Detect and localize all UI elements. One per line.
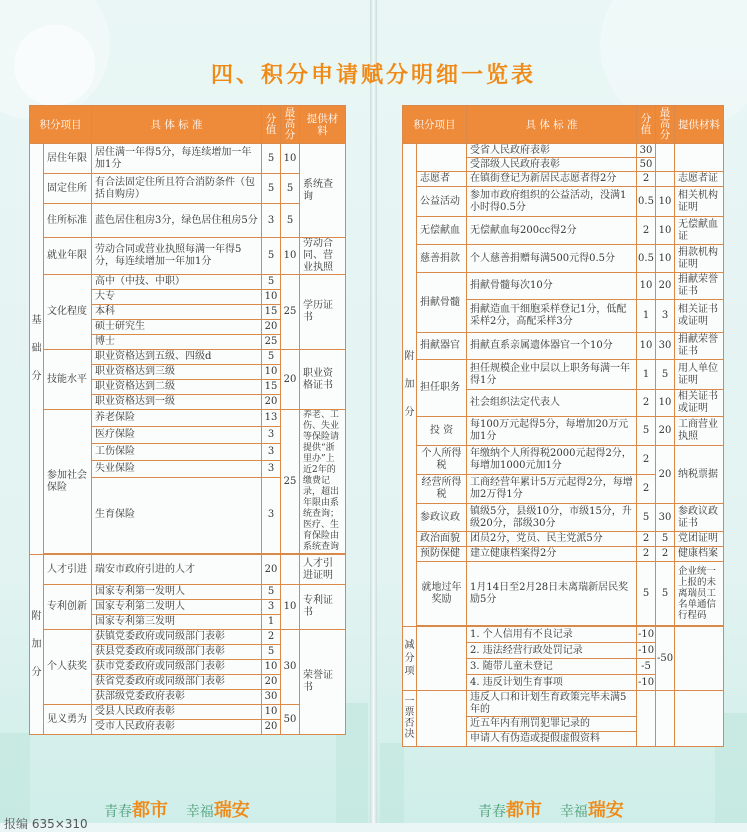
table-row (403, 273, 724, 300)
item-standard: 工商经营年累计5万元起得2分，每增加2万得1分 (467, 475, 637, 504)
item-max: 10 (281, 585, 300, 630)
table-row (30, 238, 346, 275)
item-standard: 捐献直系亲属遗体器官一个10分 (467, 333, 637, 360)
item-score: 5 (262, 275, 281, 290)
header-material: 提供材料 (675, 106, 724, 144)
item-standard: 无偿献血每200cc得2分 (467, 217, 637, 245)
item-max: 5 (281, 204, 300, 238)
item-standard: 本科 (92, 305, 262, 320)
item-standard: 获镇党委政府或同级部门表彰 (92, 630, 262, 645)
item-score: 2 (637, 446, 656, 475)
item-score: 20 (262, 720, 281, 735)
item-score: 2 (637, 475, 656, 504)
table-row (30, 275, 346, 290)
table-row (403, 245, 724, 273)
item-name: 文化程度 (44, 275, 92, 350)
item-max (656, 172, 675, 187)
item-name: 政治面貌 (417, 532, 467, 547)
item-standard: 捐献骨髓每次10分 (467, 273, 637, 300)
item-name: 慈善捐款 (417, 245, 467, 273)
item-material: 捐献荣誉证书 (675, 333, 724, 360)
item-material: 养老、工伤、失业等保险请提供“浙里办”上近2年的缴费记录，超出年限由系统查询；医疗、生育保险由系统查询 (300, 410, 346, 554)
item-max: 5 (281, 174, 300, 204)
item-score: 1 (262, 615, 281, 630)
item-score: -10 (637, 675, 656, 691)
item-name: 预防保健 (417, 547, 467, 562)
table-row (403, 627, 724, 643)
item-material: 捐献荣誉证书 (675, 273, 724, 300)
item-material: 纳税票据 (675, 446, 724, 504)
city-skyline (0, 733, 30, 823)
item-standard: 受市人民政府表彰 (92, 720, 262, 735)
item-name: 捐献器官 (417, 333, 467, 360)
item-score: 2 (637, 547, 656, 562)
table-row (30, 585, 346, 600)
item-score: 5 (262, 174, 281, 204)
item-standard: 2. 违法经营行政处罚记录 (467, 643, 637, 659)
background-watermark: ⬤ (10, 12, 100, 105)
item-standard: 1月14日至2月28日未离瑞新居民奖励5分 (467, 562, 637, 626)
table-row (30, 410, 346, 427)
item-standard: 博士 (92, 335, 262, 350)
item-material (675, 627, 724, 691)
table-row (403, 333, 724, 360)
header-material: 提供材料 (300, 106, 346, 144)
item-score: 3 (262, 477, 281, 554)
item-score: 5 (262, 645, 281, 660)
item-name: 个人获奖 (44, 630, 92, 705)
item-name: 无偿献血 (417, 217, 467, 245)
item-material: 捐款机构证明 (675, 245, 724, 273)
item-score: 10 (637, 333, 656, 360)
table-row (30, 630, 346, 645)
item-max: 10 (656, 245, 675, 273)
item-name: 住所标准 (44, 204, 92, 238)
item-standard: 申请人有伪造或提假虚假资料 (467, 732, 637, 747)
item-standard: 违反人口和计划生育政策完毕未满5年的 (467, 691, 637, 717)
item-material: 专利证书 (300, 585, 346, 630)
item-score: 25 (262, 335, 281, 350)
item-standard: 获县党委政府或同级部门表彰 (92, 645, 262, 660)
item-name: 人才引进 (44, 555, 92, 585)
category-minus: 减分项 (403, 627, 417, 691)
item-name: 就地过年奖励 (417, 562, 467, 626)
table-row (30, 705, 346, 720)
item-score: 3 (262, 460, 281, 477)
item-score: 3 (262, 426, 281, 443)
item-score: 5 (262, 144, 281, 174)
item-max: -50 (656, 627, 675, 691)
item-material: 相关机构证明 (675, 187, 724, 217)
item-max: 25 (281, 275, 300, 350)
item-name: 专利创新 (44, 585, 92, 630)
item-name: 公益活动 (417, 187, 467, 217)
item-score: 3 (262, 443, 281, 460)
item-standard: 劳动合同或营业执照每满一年得5分，每连续增加一年加1分 (92, 238, 262, 275)
item-material: 学历证书 (300, 275, 346, 350)
item-name (417, 627, 467, 691)
header-max: 最 高 分 (281, 106, 300, 144)
item-max: 20 (656, 446, 675, 504)
item-standard: 瑞安市政府引进的人才 (92, 555, 262, 585)
footer-slogan-left: 青春都市 幸福瑞安 (104, 800, 250, 821)
item-score: 0.5 (637, 187, 656, 217)
item-name: 就业年限 (44, 238, 92, 275)
item-name: 担任职务 (417, 360, 467, 417)
item-standard: 受部级人民政府表彰 (467, 158, 637, 172)
item-standard: 建立健康档案得2分 (467, 547, 637, 562)
item-standard: 国家专利第三发明 (92, 615, 262, 630)
table-row (30, 144, 346, 174)
item-standard: 生育保险 (92, 477, 262, 554)
item-material: 党团证明 (675, 532, 724, 547)
item-score: 3 (262, 600, 281, 615)
item-score: 10 (262, 290, 281, 305)
item-score: 15 (262, 380, 281, 395)
table-row (403, 691, 724, 717)
item-max: 10 (281, 144, 300, 174)
item-max (656, 144, 675, 172)
item-name: 见义勇为 (44, 705, 92, 735)
item-score: 0.5 (637, 245, 656, 273)
item-max: 50 (281, 705, 300, 735)
table-row (30, 174, 346, 204)
item-material: 志愿者证 (675, 172, 724, 187)
item-score: 10 (262, 365, 281, 380)
header-item: 积分项目 (30, 106, 92, 144)
item-standard: 受省人民政府表彰 (467, 144, 637, 158)
item-max: 30 (656, 333, 675, 360)
item-name: 志愿者 (417, 172, 467, 187)
item-name: 固定住所 (44, 174, 92, 204)
right-score-table (402, 105, 724, 747)
item-standard: 职业资格达到二级 (92, 380, 262, 395)
header-item: 积分项目 (403, 106, 467, 144)
item-material: 劳动合同、营业执照 (300, 238, 346, 275)
item-score: -10 (637, 627, 656, 643)
table-row (403, 417, 724, 446)
item-material: 相关证书或证明 (675, 390, 724, 417)
item-score: 5 (262, 238, 281, 275)
city-skyline (380, 743, 404, 823)
item-standard: 有合法固定住所且符合消防条件（包括自购房） (92, 174, 262, 204)
item-material: 人才引进证明 (300, 555, 346, 585)
item-name: 捐献骨髓 (417, 273, 467, 333)
item-max: 5 (656, 532, 675, 547)
item-score: 15 (262, 305, 281, 320)
table-row (403, 532, 724, 547)
item-material (675, 144, 724, 172)
item-score: 30 (262, 690, 281, 705)
item-score: 5 (637, 562, 656, 626)
table-row (403, 562, 724, 626)
item-score: 10 (262, 660, 281, 675)
item-name: 个人所得税 (417, 446, 467, 475)
item-name: 技能水平 (44, 350, 92, 410)
category-extra: 附加分 (30, 555, 44, 735)
item-standard: 社会组织法定代表人 (467, 390, 637, 417)
page-title: 四、积分申请赋分明细一览表 (210, 63, 536, 88)
item-standard: 受县人民政府表彰 (92, 705, 262, 720)
item-max (656, 691, 675, 747)
item-max: 30 (281, 630, 300, 705)
item-standard: 获部级党委政府表彰 (92, 690, 262, 705)
item-material: 参政议政证书 (675, 504, 724, 532)
item-max: 2 (656, 547, 675, 562)
table-row (30, 555, 346, 585)
item-standard: 职业资格达到五级、四级d (92, 350, 262, 365)
item-max: 3 (656, 300, 675, 333)
item-score: 20 (262, 395, 281, 410)
item-standard: 每100万元起得5分，每增加20万元加1分 (467, 417, 637, 446)
item-material: 工商营业执照 (675, 417, 724, 446)
header-standard: 具 体 标 准 (467, 106, 637, 144)
item-score: 5 (637, 504, 656, 532)
table-row (403, 360, 724, 390)
page-spine (370, 0, 377, 823)
item-max: 10 (656, 217, 675, 245)
category-extra: 附加分 (403, 144, 417, 627)
item-name: 居住年限 (44, 144, 92, 174)
item-standard: 养老保险 (92, 410, 262, 427)
item-max: 20 (656, 273, 675, 300)
table-row (30, 350, 346, 365)
item-material: 相关证书或证明 (675, 300, 724, 333)
header-score: 分 值 (637, 106, 656, 144)
table-row (403, 187, 724, 217)
item-standard: 团员2分，党员、民主党派5分 (467, 532, 637, 547)
item-score: 5 (262, 350, 281, 365)
item-standard: 获省党委政府或同级部门表彰 (92, 675, 262, 690)
table-row (30, 204, 346, 238)
item-material: 健康档案 (675, 547, 724, 562)
table-row (403, 172, 724, 187)
item-score: 20 (262, 555, 281, 585)
item-standard: 镇级5分，县级10分，市级15分，升级20分，部级30分 (467, 504, 637, 532)
item-max: 10 (656, 390, 675, 417)
item-max: 20 (281, 350, 300, 410)
table-row (403, 144, 724, 158)
item-score: 5 (637, 417, 656, 446)
item-material: 无偿献血证 (675, 217, 724, 245)
item-max: 10 (281, 238, 300, 275)
item-max: 20 (656, 417, 675, 446)
item-score: 2 (637, 172, 656, 187)
item-max: 30 (656, 504, 675, 532)
item-score: -5 (637, 659, 656, 675)
item-standard: 4. 违反计划生育事项 (467, 675, 637, 691)
item-max: 10 (656, 187, 675, 217)
item-score: 10 (637, 273, 656, 300)
item-name: 参加社会保险 (44, 410, 92, 554)
header-standard: 具 体 标 准 (92, 106, 262, 144)
item-standard: 工伤保险 (92, 443, 262, 460)
item-material: 荣誉证书 (300, 630, 346, 735)
item-standard: 3. 随带儿童未登记 (467, 659, 637, 675)
item-score: 10 (262, 705, 281, 720)
table-header (30, 106, 346, 144)
item-score: 2 (637, 532, 656, 547)
item-material (675, 691, 724, 747)
item-standard: 居住满一年得5分，每连续增加一年加1分 (92, 144, 262, 174)
item-score: 20 (262, 320, 281, 335)
item-name: 经营所得税 (417, 475, 467, 504)
table-row (403, 504, 724, 532)
item-name (417, 144, 467, 172)
item-standard: 硕士研究生 (92, 320, 262, 335)
item-standard: 个人慈善捐赠每满500元得0.5分 (467, 245, 637, 273)
item-material: 用人单位证明 (675, 360, 724, 390)
item-standard: 1. 个人信用有不良记录 (467, 627, 637, 643)
left-score-table (29, 105, 346, 735)
item-score: 1 (637, 300, 656, 333)
item-max: 5 (656, 562, 675, 626)
item-name (417, 691, 467, 747)
item-score: 30 (637, 144, 656, 158)
item-score: -10 (637, 643, 656, 659)
item-score: 2 (637, 217, 656, 245)
item-standard: 国家专利第一发明人 (92, 585, 262, 600)
item-score: 13 (262, 410, 281, 427)
item-material: 系统查询 (300, 144, 346, 238)
table-row (403, 217, 724, 245)
item-standard: 蓝色居住租房3分，绿色居住租房5分 (92, 204, 262, 238)
item-standard: 职业资格达到一级 (92, 395, 262, 410)
item-standard: 高中（中技、中职） (92, 275, 262, 290)
item-score: 2 (262, 630, 281, 645)
item-score: 1 (637, 360, 656, 390)
item-score: 2 (637, 390, 656, 417)
item-standard: 职业资格达到三级 (92, 365, 262, 380)
table-row (403, 547, 724, 562)
item-name: 参政议政 (417, 504, 467, 532)
header-score: 分 值 (262, 106, 281, 144)
item-score: 5 (262, 585, 281, 600)
item-score: 3 (262, 204, 281, 238)
item-score: 20 (262, 675, 281, 690)
item-standard: 在镇街登记为新居民志愿者得2分 (467, 172, 637, 187)
item-standard: 捐献造血干细胞采样登记1分，低配采样2分，高配采样3分 (467, 300, 637, 333)
item-name: 投 资 (417, 417, 467, 446)
table-header (403, 106, 724, 144)
item-standard: 担任规模企业中层以上职务每满一年得1分 (467, 360, 637, 390)
item-standard: 年缴纳个人所得税2000元起得2分，每增加1000元加1分 (467, 446, 637, 475)
item-material: 职业资格证书 (300, 350, 346, 410)
item-standard: 失业保险 (92, 460, 262, 477)
item-max: 5 (656, 360, 675, 390)
footer-slogan-right: 青春都市 幸福瑞安 (478, 800, 624, 821)
category-basic: 基础分 (30, 144, 44, 555)
item-max: 25 (281, 410, 300, 554)
item-standard: 国家专利第二发明人 (92, 600, 262, 615)
header-max: 最 高 分 (656, 106, 675, 144)
item-standard: 近五年内有刑罚犯罪记录的 (467, 717, 637, 732)
item-standard: 获市党委政府或同级部门表彰 (92, 660, 262, 675)
category-veto: 一票否决 (403, 691, 417, 747)
item-score (637, 691, 656, 747)
print-code: 报编 635×310 (4, 817, 88, 831)
item-standard: 医疗保险 (92, 426, 262, 443)
item-score: 50 (637, 158, 656, 172)
item-standard: 大专 (92, 290, 262, 305)
item-standard: 参加市政府组织的公益活动，没满1小时得0.5分 (467, 187, 637, 217)
item-material: 企业统一上报的未离瑞员工名单通信行程码 (675, 562, 724, 626)
table-row (403, 446, 724, 475)
item-max (281, 555, 300, 585)
